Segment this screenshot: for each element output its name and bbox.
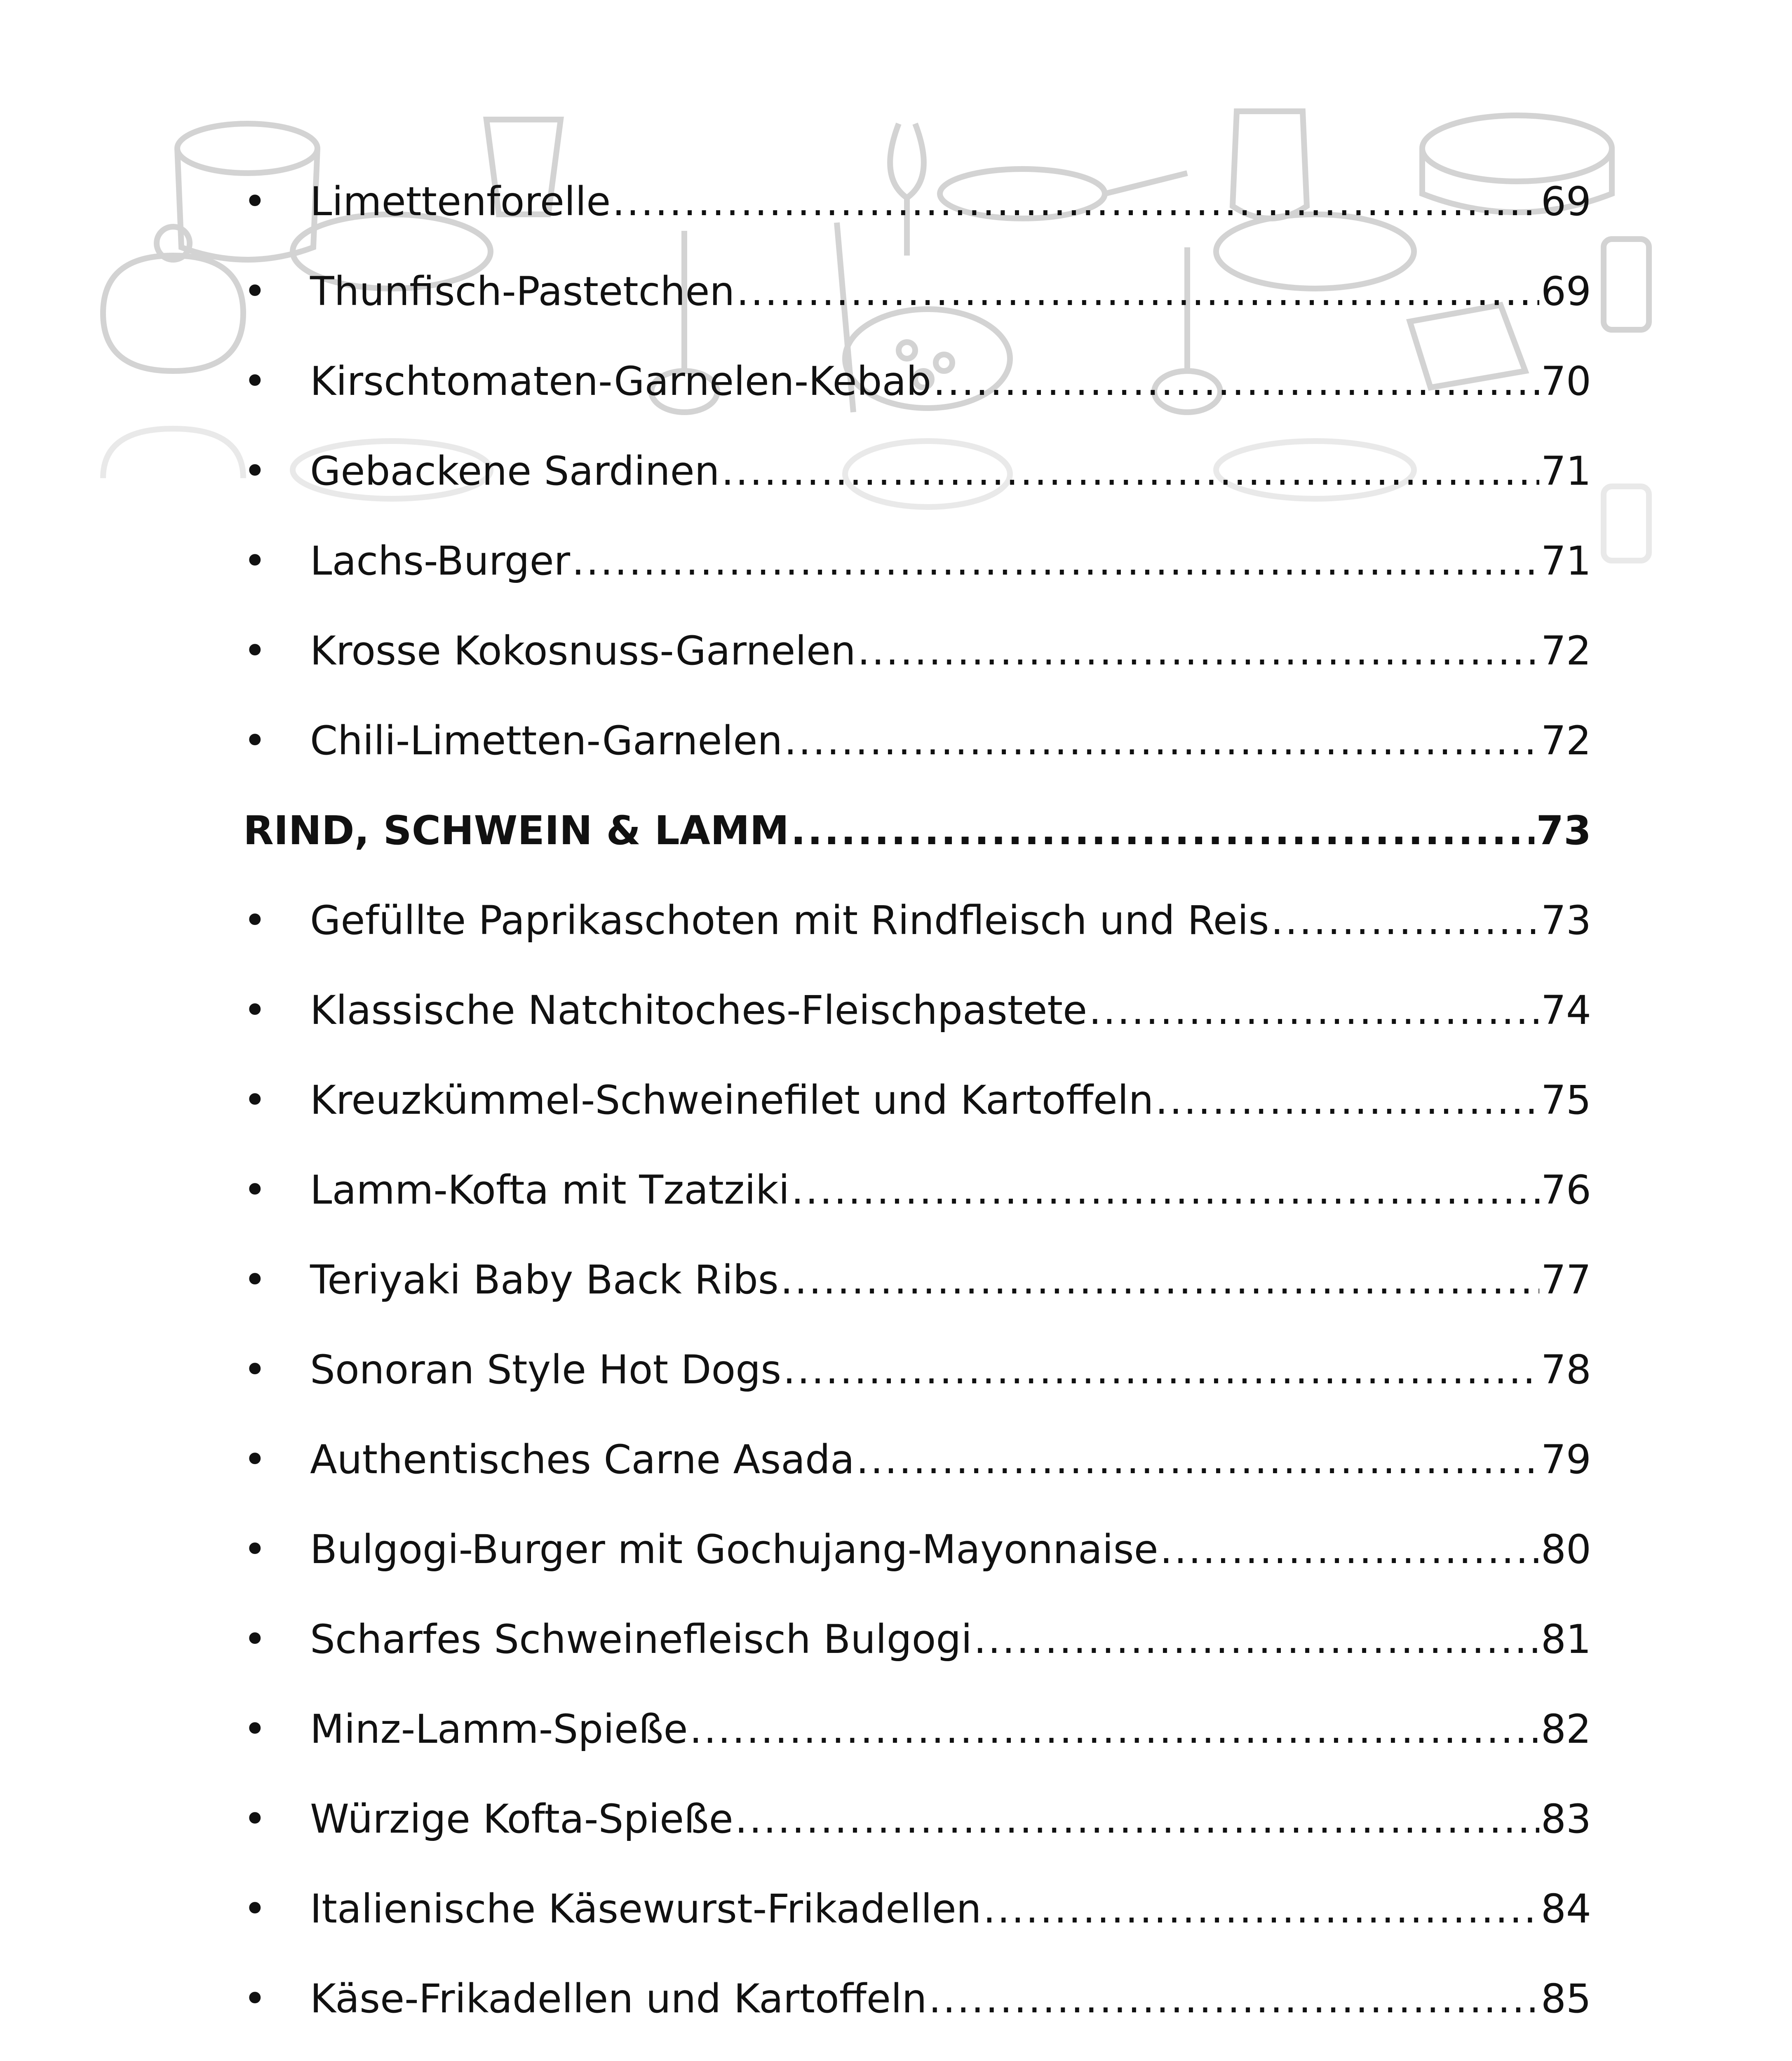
dot-leader [783, 1325, 1539, 1415]
table-of-contents [243, 157, 1591, 2061]
toc-page-number: 85 [1541, 1976, 1591, 2022]
toc-page-number: 78 [1541, 1347, 1591, 1393]
toc-entry-title: Lachs-Burger [310, 538, 571, 584]
toc-entry-title: Thunfisch-Pastetchen [310, 268, 735, 315]
toc-page-number: 80 [1541, 1526, 1591, 1573]
toc-entry[interactable] [243, 965, 1591, 1055]
bullet-icon: • [243, 448, 267, 494]
toc-entry[interactable] [243, 1774, 1591, 1864]
dot-leader [928, 1954, 1539, 2044]
toc-page-number: 76 [1541, 1167, 1591, 1213]
toc-page-number: 75 [1541, 1077, 1591, 1123]
toc-entry[interactable] [243, 1505, 1591, 1594]
toc-page-number: 77 [1541, 1257, 1591, 1303]
toc-entry[interactable] [243, 426, 1591, 516]
toc-entry[interactable] [243, 696, 1591, 786]
dot-leader [790, 2044, 1539, 2061]
toc-entry-title: Sonoran Style Hot Dogs [310, 1347, 782, 1393]
toc-entry-title: Limettenforelle [310, 178, 611, 225]
toc-entry-title: Lamm-Kofta mit Tzatziki [310, 1167, 790, 1213]
dot-leader [933, 336, 1539, 426]
dot-leader [983, 1864, 1539, 1954]
toc-entry[interactable] [243, 1415, 1591, 1505]
toc-page-number: 69 [1541, 268, 1591, 315]
bullet-icon: • [243, 538, 267, 584]
toc-page-number: 69 [1541, 178, 1591, 225]
bullet-icon: • [243, 178, 267, 225]
toc-entry[interactable] [243, 336, 1591, 426]
dot-leader [791, 786, 1534, 876]
toc-entry-title: Italienische Käsewurst-Frikadellen [310, 1886, 982, 1932]
toc-entry[interactable] [243, 1954, 1591, 2044]
toc-entry[interactable] [243, 1864, 1591, 1954]
toc-page-number [1541, 2044, 1591, 2061]
toc-entry[interactable] [243, 2044, 1591, 2061]
dot-leader [612, 157, 1539, 246]
toc-entry[interactable] [243, 1145, 1591, 1235]
toc-entry[interactable] [243, 876, 1591, 965]
dot-leader [791, 1145, 1539, 1235]
toc-entry[interactable] [243, 1325, 1591, 1415]
dot-leader [1089, 965, 1539, 1055]
toc-page-number: 84 [1541, 1886, 1591, 1932]
dot-leader [690, 1684, 1539, 1774]
bullet-icon: • [243, 1347, 267, 1393]
toc-entry-title: Kirschtomaten-Garnelen-Kebab [310, 358, 932, 404]
dot-leader [721, 426, 1539, 516]
toc-page-number: 73 [1541, 897, 1591, 944]
toc-page-number: 74 [1541, 987, 1591, 1033]
grater-illustration [1604, 239, 1649, 330]
dot-leader [974, 1594, 1539, 1684]
toc-entry[interactable] [243, 516, 1591, 606]
toc-entry-title: Minz-Lamm-Spieße [310, 1706, 688, 1752]
bullet-icon: • [243, 1796, 267, 1842]
dot-leader [736, 246, 1539, 336]
dot-leader [1271, 876, 1539, 965]
toc-page-number: 83 [1541, 1796, 1591, 1842]
toc-entry-title: Gebackene Sardinen [310, 448, 720, 494]
bullet-icon: • [243, 718, 267, 764]
toc-entry-title [310, 2044, 788, 2061]
dot-leader [735, 1774, 1539, 1864]
toc-entry-title: Käse-Frikadellen und Kartoffeln [310, 1976, 927, 2022]
bullet-icon: • [243, 1886, 267, 1932]
dot-leader [780, 1235, 1539, 1325]
toc-entry[interactable] [243, 1055, 1591, 1145]
toc-entry-title: Teriyaki Baby Back Ribs [310, 1257, 779, 1303]
toc-page-number: 73 [1536, 807, 1591, 854]
bullet-icon: • [243, 897, 267, 944]
toc-entry-title: Krosse Kokosnuss-Garnelen [310, 628, 856, 674]
bullet-icon: • [243, 1257, 267, 1303]
bullet-icon: • [243, 1976, 267, 2022]
bullet-icon: • [243, 268, 267, 315]
toc-page-number: 72 [1541, 718, 1591, 764]
toc-entry[interactable] [243, 157, 1591, 246]
bullet-icon [243, 2044, 310, 2061]
toc-entry-title: Chili-Limetten-Garnelen [310, 718, 783, 764]
bullet-icon: • [243, 1167, 267, 1213]
dot-leader [572, 516, 1539, 606]
toc-page-number: 82 [1541, 1706, 1591, 1752]
bullet-icon: • [243, 1077, 267, 1123]
toc-page-number: 81 [1541, 1616, 1591, 1662]
bullet-icon: • [243, 358, 267, 404]
toc-entry[interactable] [243, 1684, 1591, 1774]
bullet-icon: • [243, 1526, 267, 1573]
dot-leader [1155, 1055, 1539, 1145]
teapot-illustration [103, 227, 243, 371]
toc-page-number: 70 [1541, 358, 1591, 404]
toc-entry-title: Authentisches Carne Asada [310, 1437, 855, 1483]
toc-entry-title: Bulgogi-Burger mit Gochujang-Mayonnaise [310, 1526, 1158, 1573]
toc-entry-title: Scharfes Schweinefleisch Bulgogi [310, 1616, 972, 1662]
toc-entry[interactable] [243, 1235, 1591, 1325]
dot-leader [784, 696, 1539, 786]
bullet-icon: • [243, 987, 267, 1033]
dot-leader [857, 606, 1539, 696]
toc-entry-title: RIND, SCHWEIN & LAMM [243, 807, 789, 854]
toc-page-number: 71 [1541, 448, 1591, 494]
toc-entry-title: Würzige Kofta-Spieße [310, 1796, 733, 1842]
bullet-icon: • [243, 1437, 267, 1483]
toc-page-number: 79 [1541, 1437, 1591, 1483]
toc-page-number: 71 [1541, 538, 1591, 584]
dot-leader [856, 1415, 1539, 1505]
toc-entry[interactable] [243, 246, 1591, 336]
toc-entry-title: Gefüllte Paprikaschoten mit Rindfleisch und Reis [310, 897, 1269, 944]
toc-entry-title: Klassische Natchitoches-Fleischpastete [310, 987, 1087, 1033]
bullet-icon: • [243, 1616, 267, 1662]
bullet-icon: • [243, 1706, 267, 1752]
toc-section-heading[interactable] [243, 786, 1591, 876]
bullet-icon: • [243, 628, 267, 674]
dot-leader [1160, 1505, 1539, 1594]
toc-page-number: 72 [1541, 628, 1591, 674]
toc-entry[interactable] [243, 1594, 1591, 1684]
toc-entry-title: Kreuzkümmel-Schweinefilet und Kartoffeln [310, 1077, 1154, 1123]
toc-entry[interactable] [243, 606, 1591, 696]
